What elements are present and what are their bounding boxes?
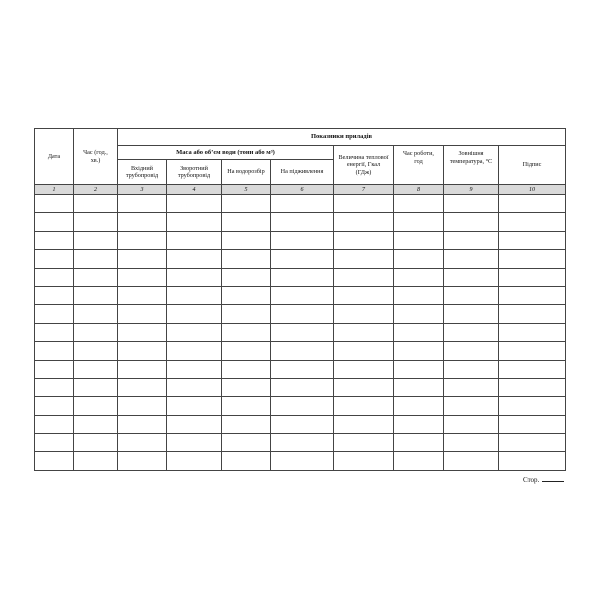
entry-cell[interactable] <box>444 360 499 378</box>
entry-cell[interactable] <box>271 231 334 249</box>
entry-cell[interactable] <box>334 360 394 378</box>
entry-cell[interactable] <box>167 378 222 396</box>
entry-cell[interactable] <box>222 415 271 433</box>
entry-cell[interactable] <box>167 434 222 452</box>
entry-cell[interactable] <box>167 231 222 249</box>
entry-cell[interactable] <box>118 286 167 304</box>
entry-cell[interactable] <box>499 415 566 433</box>
entry-cell[interactable] <box>167 268 222 286</box>
entry-cell[interactable] <box>167 415 222 433</box>
entry-cell[interactable] <box>74 195 118 213</box>
table-row <box>35 195 566 213</box>
entry-cell[interactable] <box>74 286 118 304</box>
entry-cell[interactable] <box>167 323 222 341</box>
entry-cell[interactable] <box>271 323 334 341</box>
entry-cell[interactable] <box>334 378 394 396</box>
entry-cell[interactable] <box>394 250 444 268</box>
entry-cell[interactable] <box>74 360 118 378</box>
entry-cell[interactable] <box>118 231 167 249</box>
entry-cell[interactable] <box>499 268 566 286</box>
header-meter-readings: Показники приладів <box>118 129 566 146</box>
entry-cell[interactable] <box>394 323 444 341</box>
column-number: 8 <box>394 185 444 195</box>
entry-cell[interactable] <box>499 323 566 341</box>
entry-cell[interactable] <box>35 342 74 360</box>
header-return-pipe-label: Зворотний трубопровід <box>177 164 211 179</box>
entry-cell[interactable] <box>499 452 566 470</box>
entry-cell[interactable] <box>334 452 394 470</box>
column-number: 2 <box>74 185 118 195</box>
entry-cell[interactable] <box>118 360 167 378</box>
entry-cell[interactable] <box>271 415 334 433</box>
column-number: 4 <box>167 185 222 195</box>
header-makeup: На підживлення <box>271 160 334 185</box>
entry-cell[interactable] <box>394 452 444 470</box>
entry-cell[interactable] <box>35 323 74 341</box>
entry-cell[interactable] <box>444 195 499 213</box>
entry-cell[interactable] <box>35 250 74 268</box>
entry-cell[interactable] <box>444 250 499 268</box>
entry-cell[interactable] <box>222 360 271 378</box>
entry-cell[interactable] <box>444 342 499 360</box>
entry-cell[interactable] <box>222 452 271 470</box>
entry-cell[interactable] <box>499 286 566 304</box>
table-row <box>35 434 566 452</box>
header-outdoor-temperature-label: Зовнішня температура, °С <box>449 150 493 165</box>
table-row <box>35 415 566 433</box>
entry-cell[interactable] <box>271 452 334 470</box>
entry-cell[interactable] <box>118 452 167 470</box>
entry-cell[interactable] <box>74 415 118 433</box>
entry-cell[interactable] <box>35 195 74 213</box>
entry-cell[interactable] <box>74 231 118 249</box>
entry-cell[interactable] <box>118 268 167 286</box>
entry-cell[interactable] <box>444 378 499 396</box>
entry-cell[interactable] <box>499 360 566 378</box>
entry-cell[interactable] <box>334 305 394 323</box>
entry-cell[interactable] <box>167 452 222 470</box>
entry-cell[interactable] <box>271 397 334 415</box>
entry-cell[interactable] <box>222 342 271 360</box>
page-number-label: Стор. <box>523 476 540 484</box>
entry-cell[interactable] <box>167 342 222 360</box>
header-time-label: Час (год., хв.) <box>83 149 108 164</box>
entry-cell[interactable] <box>444 397 499 415</box>
entry-cell[interactable] <box>271 305 334 323</box>
entry-cell[interactable] <box>118 378 167 396</box>
entry-cell[interactable] <box>499 434 566 452</box>
header-inlet-pipe <box>118 160 167 185</box>
entry-cell[interactable] <box>271 434 334 452</box>
entry-cell[interactable] <box>334 415 394 433</box>
entry-cell[interactable] <box>118 415 167 433</box>
column-number: 6 <box>271 185 334 195</box>
table-row <box>35 231 566 249</box>
entry-cell[interactable] <box>334 250 394 268</box>
header-return-pipe <box>167 160 222 185</box>
entry-cell[interactable] <box>35 452 74 470</box>
entry-cell[interactable] <box>118 305 167 323</box>
entry-cell[interactable] <box>444 415 499 433</box>
entry-cell[interactable] <box>444 213 499 231</box>
entry-cell[interactable] <box>118 323 167 341</box>
entry-cell[interactable] <box>271 378 334 396</box>
entry-cell[interactable] <box>74 434 118 452</box>
entry-cell[interactable] <box>35 213 74 231</box>
column-number: 7 <box>334 185 394 195</box>
header-heat-energy <box>334 146 394 185</box>
column-number: 10 <box>499 185 566 195</box>
entry-cell[interactable] <box>222 195 271 213</box>
entry-cell[interactable] <box>444 434 499 452</box>
table-row <box>35 305 566 323</box>
entry-cell[interactable] <box>118 434 167 452</box>
entry-cell[interactable] <box>271 213 334 231</box>
entry-cell[interactable] <box>271 342 334 360</box>
entry-cell[interactable] <box>74 452 118 470</box>
entry-cell[interactable] <box>167 397 222 415</box>
entry-cell[interactable] <box>167 213 222 231</box>
entry-cell[interactable] <box>334 268 394 286</box>
entry-cell[interactable] <box>222 378 271 396</box>
table-row <box>35 286 566 304</box>
entry-cell[interactable] <box>394 434 444 452</box>
entry-cell[interactable] <box>222 286 271 304</box>
entry-cell[interactable] <box>394 415 444 433</box>
entry-cell[interactable] <box>118 213 167 231</box>
entry-cell[interactable] <box>222 231 271 249</box>
entry-cell[interactable] <box>334 213 394 231</box>
entry-cell[interactable] <box>35 415 74 433</box>
entry-cell[interactable] <box>499 305 566 323</box>
entry-cell[interactable] <box>35 286 74 304</box>
entry-cell[interactable] <box>499 378 566 396</box>
table-row <box>35 452 566 470</box>
entry-cell[interactable] <box>334 195 394 213</box>
entry-cell[interactable] <box>74 268 118 286</box>
entry-cell[interactable] <box>334 286 394 304</box>
entry-cell[interactable] <box>499 250 566 268</box>
table-row <box>35 250 566 268</box>
entry-cell[interactable] <box>35 268 74 286</box>
table-row <box>35 213 566 231</box>
table-row <box>35 378 566 396</box>
header-heat-energy-label: Величина теплової енергії, Гкал (ГДж) <box>338 153 389 176</box>
entry-cell[interactable] <box>222 397 271 415</box>
meter-readings-table <box>34 128 566 471</box>
entry-cell[interactable] <box>118 342 167 360</box>
entry-cell[interactable] <box>499 231 566 249</box>
entry-cell[interactable] <box>35 360 74 378</box>
header-signature: Підпис <box>499 146 566 185</box>
entry-cell[interactable] <box>394 305 444 323</box>
entry-cell[interactable] <box>167 360 222 378</box>
entry-cell[interactable] <box>118 195 167 213</box>
table-row <box>35 397 566 415</box>
entry-cell[interactable] <box>271 268 334 286</box>
entry-cell[interactable] <box>35 397 74 415</box>
entry-cell[interactable] <box>74 397 118 415</box>
entry-cell[interactable] <box>499 342 566 360</box>
entry-cell[interactable] <box>444 305 499 323</box>
header-operating-hours <box>394 146 444 185</box>
entry-cell[interactable] <box>334 323 394 341</box>
table-body <box>35 195 566 471</box>
column-number: 3 <box>118 185 167 195</box>
header-water-draw: На водорозбір <box>222 160 271 185</box>
entry-cell[interactable] <box>118 397 167 415</box>
entry-cell[interactable] <box>444 452 499 470</box>
page-number-footer <box>523 476 564 485</box>
entry-cell[interactable] <box>499 213 566 231</box>
table-row <box>35 323 566 341</box>
entry-cell[interactable] <box>167 286 222 304</box>
entry-cell[interactable] <box>271 286 334 304</box>
entry-cell[interactable] <box>74 305 118 323</box>
entry-cell[interactable] <box>222 213 271 231</box>
entry-cell[interactable] <box>222 434 271 452</box>
entry-cell[interactable] <box>334 231 394 249</box>
table-row <box>35 360 566 378</box>
entry-cell[interactable] <box>74 378 118 396</box>
entry-cell[interactable] <box>499 195 566 213</box>
column-number-row <box>35 185 566 195</box>
entry-cell[interactable] <box>394 397 444 415</box>
entry-cell[interactable] <box>35 434 74 452</box>
column-number: 1 <box>35 185 74 195</box>
entry-cell[interactable] <box>118 250 167 268</box>
entry-cell[interactable] <box>394 360 444 378</box>
header-outdoor-temperature <box>444 146 499 185</box>
header-date: Дата <box>35 129 74 185</box>
entry-cell[interactable] <box>334 342 394 360</box>
entry-cell[interactable] <box>167 195 222 213</box>
entry-cell[interactable] <box>74 250 118 268</box>
entry-cell[interactable] <box>222 323 271 341</box>
table-row <box>35 342 566 360</box>
entry-cell[interactable] <box>444 231 499 249</box>
entry-cell[interactable] <box>334 397 394 415</box>
entry-cell[interactable] <box>35 305 74 323</box>
header-time <box>74 129 118 185</box>
entry-cell[interactable] <box>444 323 499 341</box>
entry-cell[interactable] <box>167 250 222 268</box>
entry-cell[interactable] <box>444 268 499 286</box>
entry-cell[interactable] <box>271 360 334 378</box>
entry-cell[interactable] <box>394 268 444 286</box>
entry-cell[interactable] <box>35 231 74 249</box>
entry-cell[interactable] <box>499 397 566 415</box>
header-water-mass: Маса або об’єм води (тонн або м³) <box>118 146 334 160</box>
entry-cell[interactable] <box>394 342 444 360</box>
entry-cell[interactable] <box>271 195 334 213</box>
entry-cell[interactable] <box>334 434 394 452</box>
entry-cell[interactable] <box>394 231 444 249</box>
column-number: 9 <box>444 185 499 195</box>
entry-cell[interactable] <box>394 213 444 231</box>
entry-cell[interactable] <box>35 378 74 396</box>
entry-cell[interactable] <box>271 250 334 268</box>
column-number: 5 <box>222 185 271 195</box>
header-inlet-pipe-label: Вхідний трубопровід <box>125 164 159 179</box>
entry-cell[interactable] <box>167 305 222 323</box>
entry-cell[interactable] <box>74 323 118 341</box>
entry-cell[interactable] <box>222 305 271 323</box>
entry-cell[interactable] <box>74 213 118 231</box>
entry-cell[interactable] <box>394 378 444 396</box>
entry-cell[interactable] <box>74 342 118 360</box>
header-operating-hours-label: Час роботи, год <box>403 150 434 165</box>
entry-cell[interactable] <box>444 286 499 304</box>
entry-cell[interactable] <box>222 250 271 268</box>
table-row <box>35 268 566 286</box>
page-number-blank[interactable] <box>542 481 564 482</box>
entry-cell[interactable] <box>394 195 444 213</box>
entry-cell[interactable] <box>394 286 444 304</box>
entry-cell[interactable] <box>222 268 271 286</box>
